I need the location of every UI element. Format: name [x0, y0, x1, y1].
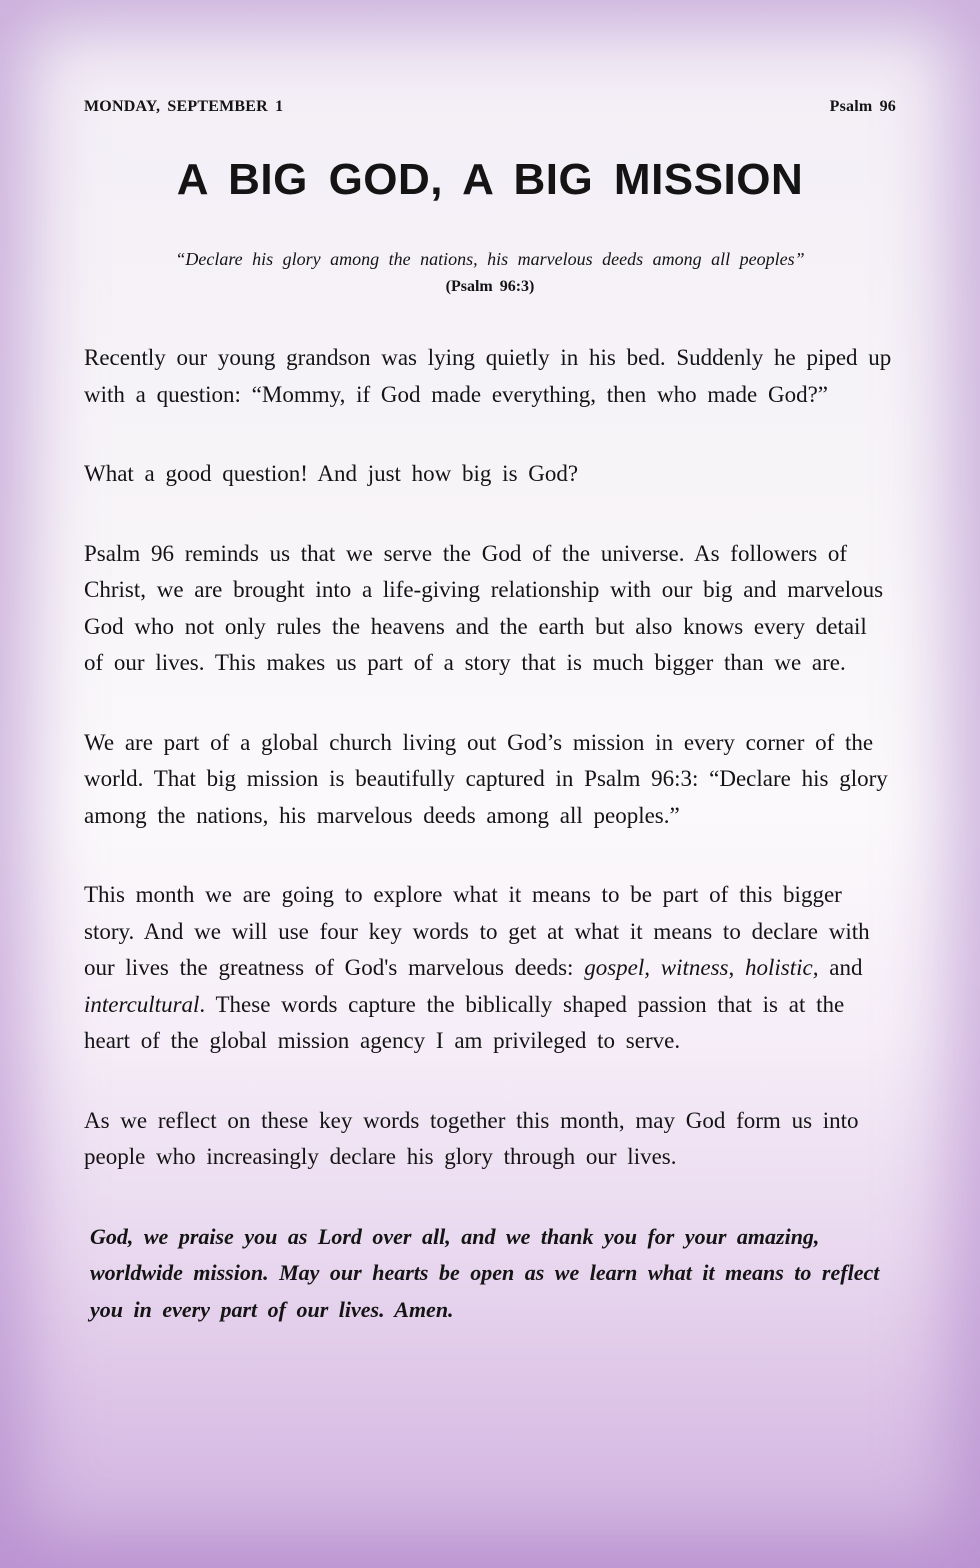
keyword-gospel: gospel, — [584, 955, 651, 981]
keyword-witness: witness — [660, 955, 729, 981]
devotional-body — [84, 340, 896, 1328]
keyword-conjunction: and — [818, 955, 863, 981]
paragraph-3: Psalm 96 reminds us that we serve the God of the universe. As followers of Christ, we are brought into a life-giving relationship with our big and marvelous God who not only rules the heavens and the earth but also knows every detail of our lives. This makes us part of a story that is much bigger than we are. — [84, 540, 884, 676]
paragraph-4: We are part of a global church living out God’s mission in every corner of the world. That big mission is beautifully captured in Psalm 96:3: “Declare his glory among the nations, his marvelous deeds among all peoples.” — [84, 729, 888, 828]
paragraph-5-intro: This month we are going to explore what it means to be part of this bigger story. And we will use four key words to get at what it means to declare with our lives the greatness of God's marvelous deeds: — [84, 882, 870, 981]
keyword-intercultural: intercultural — [84, 991, 200, 1017]
paragraph-1: Recently our young grandson was lying quietly in his bed. Suddenly he piped up with a question: “Mommy, if God made everything, then who made God?” — [84, 345, 892, 407]
paragraph-5: This month we are going to explore what it means to be part of this bigger story. And we will use four key words to get at what it means to declare with our lives the greatness of God's marvelous deeds: gospel, witness, holistic, and intercultural. These words capture the biblically shaped passion that is at the heart of the global mission agency I am privileged to serve. — [84, 882, 870, 1054]
scripture-reference: Psalm 96 — [829, 98, 896, 115]
keyword-holistic: holistic, — [745, 955, 819, 981]
devotional-page — [84, 98, 896, 1328]
paragraph-5-outro: . These words capture the biblically shaped passion that is at the heart of the global mission agency I am privileged to serve. — [84, 991, 845, 1054]
date-label: MONDAY, SEPTEMBER 1 — [84, 98, 284, 115]
paragraph-2: What a good question! And just how big is God? — [84, 461, 579, 487]
paragraph-6: As we reflect on these key words together this month, may God form us into people who increasingly declare his glory through our lives. — [84, 1107, 859, 1170]
page-title: A BIG GOD, A BIG MISSION — [176, 155, 804, 204]
closing-prayer: God, we praise you as Lord over all, and we thank you for your amazing, worldwide mission. May our hearts be open as we learn what it means to reflect you in every part of our lives. Amen. — [90, 1223, 880, 1322]
key-verse-text: “Declare his glory among the nations, his marvelous deeds among all peoples” — [175, 249, 805, 270]
page-header — [84, 98, 896, 116]
key-verse-reference: (Psalm 96:3) — [445, 278, 535, 296]
key-verse — [84, 249, 896, 296]
